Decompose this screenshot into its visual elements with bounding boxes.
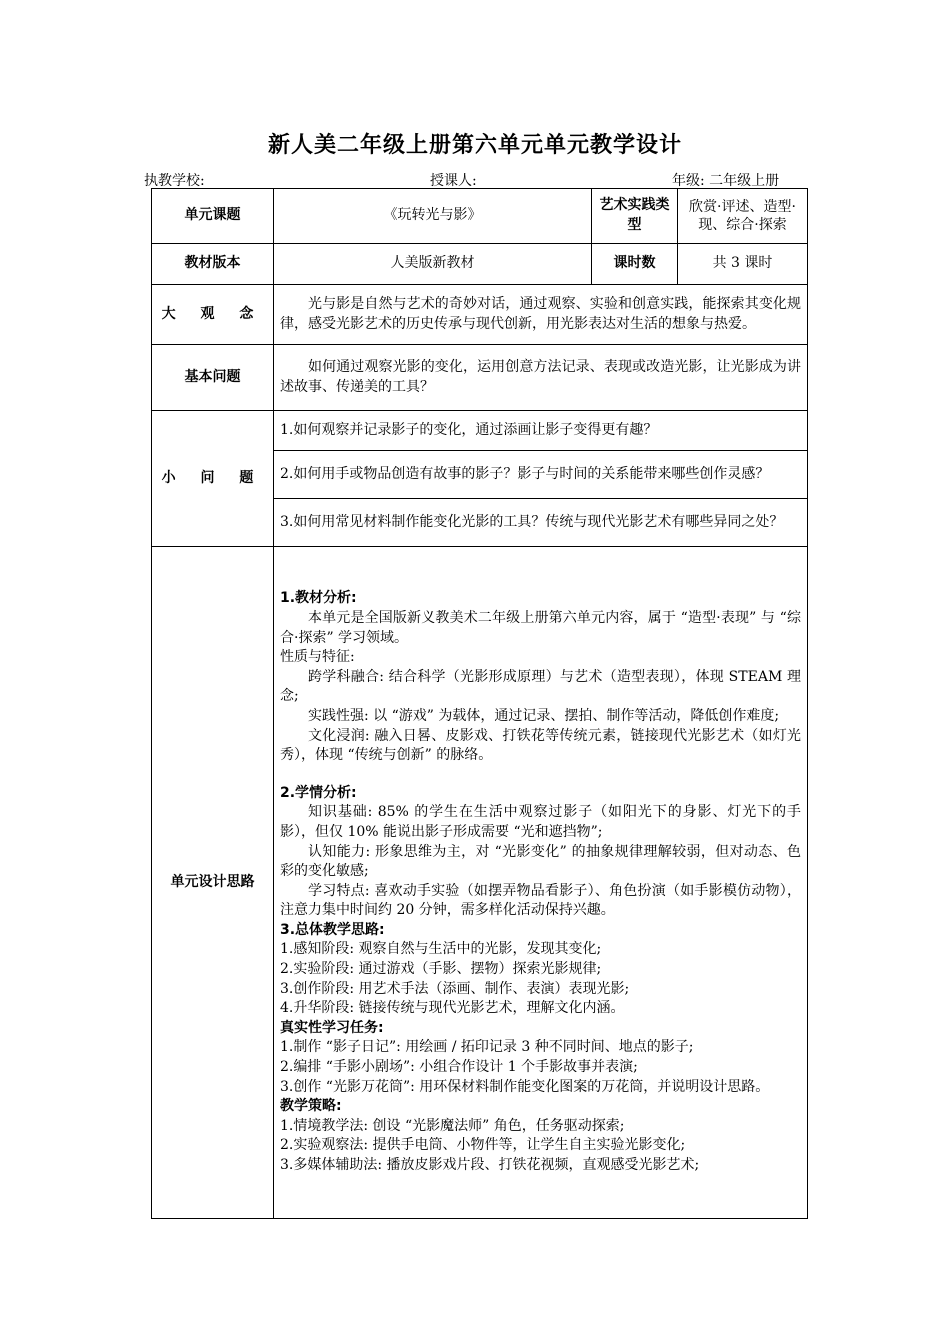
list-item: 2.编排 “手影小剧场”: 小组合作设计 1 个手影故事并表演; [280, 1059, 638, 1076]
design-content [274, 547, 808, 1219]
unit-topic-value: 《玩转光与影》 [274, 189, 592, 244]
small-question-item: 2.如何用手或物品创造有故事的影子？影子与时间的关系能带来哪些创作灵感？ [274, 451, 808, 499]
paragraph: 知识基础: 85% 的学生在生活中观察过影子（如阳光下的身影、灯光下的手影），但仅 10% 能说出影子形成需要 “光和遮挡物”; [280, 804, 801, 840]
table-row [152, 411, 808, 451]
school-field: 执教学校: [144, 173, 205, 189]
list-item: 4.升华阶段: 链接传统与现代光影艺术，理解文化内涵。 [280, 1000, 625, 1017]
paragraph: 实践性强: 以 “游戏” 为载体，通过记录、摆拍、制作等活动，降低创作难度; [308, 707, 780, 724]
list-item: 3.创作阶段: 用艺术手法（添画、制作、表演）表现光影; [280, 980, 630, 997]
paragraph: 性质与特征: [280, 649, 355, 666]
table-row [152, 244, 808, 285]
table-row [152, 189, 808, 244]
small-question-item: 3.如何用常见材料制作能变化光影的工具？传统与现代光影艺术有哪些异同之处？ [274, 499, 808, 547]
list-item: 1.情境教学法: 创设 “光影魔法师” 角色，任务驱动探索; [280, 1117, 625, 1134]
big-idea-text: 光与影是自然与艺术的奇妙对话，通过观察、实验和创意实践，能探索其变化规律，感受光影艺术的历史传承与现代创新，用光影表达对生活的想象与热爱。 [274, 285, 808, 345]
lesson-count-label: 课时数 [592, 244, 678, 285]
textbook-version-value: 人美版新教材 [274, 244, 592, 285]
paragraph: 文化浸润: 融入日晷、皮影戏、打铁花等传统元素，链接现代光影艺术（如灯光秀），体现 “传统与创新” 的脉络。 [280, 727, 801, 764]
practice-type-label: 艺术实践类型 [592, 189, 678, 244]
list-item: 2.实验观察法: 提供手电筒、小物件等，让学生自主实验光影变化; [280, 1137, 686, 1154]
section-heading: 3.总体教学思路: [280, 921, 385, 938]
list-item: 3.创作 “光影万花筒”: 用环保材料制作能变化图案的万花筒，并说明设计思路。 [280, 1078, 770, 1095]
list-item: 3.多媒体辅助法: 播放皮影戏片段、打铁花视频，直观感受光影艺术; [280, 1157, 700, 1174]
section-heading: 1.教材分析: [280, 590, 357, 607]
textbook-version-label: 教材版本 [152, 244, 274, 285]
basic-question-label: 基本问题 [152, 345, 274, 411]
unit-topic-label: 单元课题 [152, 189, 274, 244]
table-row [152, 547, 808, 1219]
page-title: 新人美二年级上册第六单元单元教学设计 [267, 133, 682, 158]
list-item: 1.制作 “影子日记”: 用绘画 / 拓印记录 3 种不同时间、地点的影子; [280, 1039, 694, 1056]
section-heading: 真实性学习任务: [280, 1019, 384, 1036]
grade-field: 年级: 二年级上册 [672, 173, 780, 189]
section-heading: 教学策略: [280, 1098, 342, 1115]
table-row [152, 345, 808, 411]
small-questions-label: 小 问 题 [152, 411, 274, 547]
section-heading: 2.学情分析: [280, 784, 357, 801]
basic-question-text: 如何通过观察光影的变化，运用创意方法记录、表现或改造光影，让光影成为讲述故事、传递美的工具？ [274, 345, 808, 411]
paragraph: 跨学科融合: 结合科学（光影形成原理）与艺术（造型表现），体现 STEAM 理念; [280, 668, 801, 705]
paragraph: 本单元是全国版新义教美术二年级上册第六单元内容，属于 “造型·表现” 与 “综合·探索” 学习领域。 [280, 609, 801, 646]
paragraph: 认知能力: 形象思维为主，对 “光影变化” 的抽象规律理解较弱，但对动态、色彩的变化敏感; [280, 843, 801, 880]
paragraph: 学习特点: 喜欢动手实验（如摆弄物品看影子）、角色扮演（如手影模仿动物），注意力集中时间约 20 分钟，需多样化活动保持兴趣。 [280, 882, 801, 919]
list-item: 1.感知阶段: 观察自然与生活中的光影，发现其变化; [280, 941, 602, 958]
small-question-item: 1.如何观察并记录影子的变化，通过添画让影子变得更有趣？ [274, 411, 808, 451]
big-idea-label: 大 观 念 [152, 285, 274, 345]
lesson-count-value: 共 3 课时 [678, 244, 808, 285]
design-table [151, 188, 808, 1219]
table-row [152, 285, 808, 345]
practice-type-value: 欣赏·评述、造型·现、综合·探索 [678, 189, 808, 244]
list-item: 2.实验阶段: 通过游戏（手影、摆物）探索光影规律; [280, 961, 602, 978]
teacher-field: 授课人: [430, 173, 477, 189]
design-label: 单元设计思路 [152, 547, 274, 1219]
